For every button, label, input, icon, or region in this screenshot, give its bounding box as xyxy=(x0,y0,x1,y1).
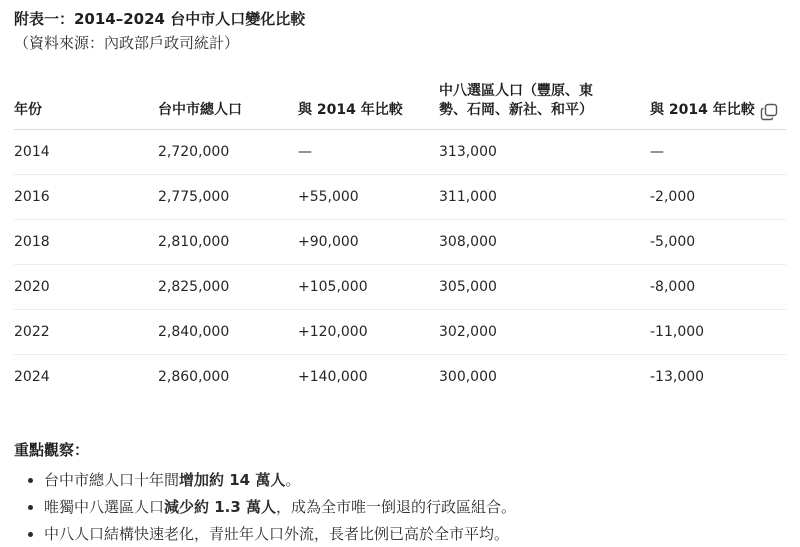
table-cell: 2014 xyxy=(14,130,158,175)
notes-list xyxy=(14,467,786,547)
table-cell: 2018 xyxy=(14,220,158,265)
notes-heading: 重點觀察： xyxy=(14,441,90,459)
note-text: 中八人口結構快速老化，青壯年人口外流，長者比例已高於全市平均。 xyxy=(44,525,510,543)
copy-icon[interactable] xyxy=(760,103,778,121)
table-cell: +55,000 xyxy=(298,175,439,220)
table-cell: -5,000 xyxy=(650,220,786,265)
table-cell: 2,720,000 xyxy=(158,130,298,175)
note-emphasis: 增加約 14 萬人 xyxy=(179,471,286,489)
table-row xyxy=(14,265,786,310)
table-cell: — xyxy=(298,130,439,175)
table-cell: +90,000 xyxy=(298,220,439,265)
page-subtitle: （資料來源：內政部戶政司統計） xyxy=(14,34,240,52)
note-text: 台中市總人口十年間 xyxy=(44,471,180,489)
page-title: 附表一：2014–2024 台中市人口變化比較 xyxy=(14,10,306,28)
header-city-change: 與 2014 年比較 xyxy=(298,74,439,130)
table-row xyxy=(14,220,786,265)
table-cell: 2,810,000 xyxy=(158,220,298,265)
table-cell: +105,000 xyxy=(298,265,439,310)
table-cell: 2016 xyxy=(14,175,158,220)
table-cell: +120,000 xyxy=(298,310,439,355)
header-district-change-label: 與 2014 年比較 xyxy=(650,102,755,118)
table-cell: — xyxy=(650,130,786,175)
note-text: 唯獨中八選區人口 xyxy=(44,498,165,516)
table-cell: 305,000 xyxy=(439,265,650,310)
list-item xyxy=(44,467,786,494)
table-cell: 308,000 xyxy=(439,220,650,265)
list-item xyxy=(44,494,786,521)
table-body xyxy=(14,130,786,400)
table-cell: 302,000 xyxy=(439,310,650,355)
table-cell: -11,000 xyxy=(650,310,786,355)
note-text-end: 。 xyxy=(285,471,301,489)
header-year: 年份 xyxy=(14,74,158,130)
table-cell: 2,825,000 xyxy=(158,265,298,310)
document-body xyxy=(14,8,786,547)
table-cell: 2,840,000 xyxy=(158,310,298,355)
table-cell: 2,860,000 xyxy=(158,369,230,385)
table-row xyxy=(14,355,786,400)
table-cell: -13,000 xyxy=(650,369,705,385)
table-cell: 2020 xyxy=(14,265,158,310)
table-cell: -8,000 xyxy=(650,265,786,310)
header-district-population xyxy=(439,74,650,130)
list-item xyxy=(44,521,786,547)
note-text-end: ，成為全市唯一倒退的行政區組合。 xyxy=(276,498,517,516)
note-emphasis: 減少約 1.3 萬人 xyxy=(164,498,277,516)
table-cell: 2,775,000 xyxy=(158,175,298,220)
table-header-row xyxy=(14,74,786,130)
header-district-population-label: 中八選區人口（豐原、東勢、石岡、新社、和平） xyxy=(439,83,593,118)
table-cell: +140,000 xyxy=(298,369,368,385)
population-table xyxy=(14,74,786,399)
header-district-change xyxy=(650,74,786,130)
table-cell: 300,000 xyxy=(439,369,497,385)
header-city-population: 台中市總人口 xyxy=(158,74,298,130)
table-row xyxy=(14,130,786,175)
table-cell: 313,000 xyxy=(439,130,650,175)
table-cell: -2,000 xyxy=(650,175,786,220)
table-cell: 311,000 xyxy=(439,175,650,220)
table-row xyxy=(14,175,786,220)
table-cell: 2022 xyxy=(14,310,158,355)
table-cell: 2024 xyxy=(14,369,50,385)
table-row xyxy=(14,310,786,355)
